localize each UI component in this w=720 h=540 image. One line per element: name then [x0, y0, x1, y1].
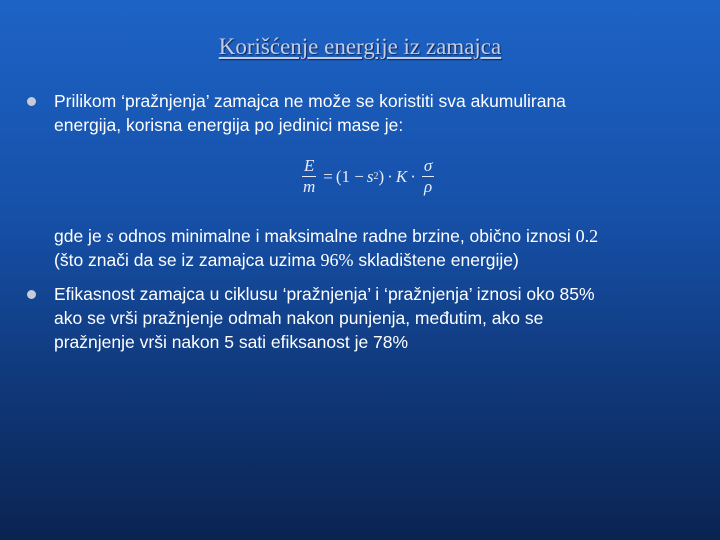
explanation-text: [54, 224, 694, 272]
formula-paren-open: (1 −: [335, 166, 364, 186]
formula-lhs-numerator: E: [303, 156, 315, 175]
bullet-2-line-3: pražnjenje vrši nakon 5 sati efiksanost je 78%: [54, 332, 409, 352]
explanation-prefix: gde je: [54, 226, 107, 246]
bullet-1-line-2: energija, korisna energija po jedinici mase je:: [54, 115, 404, 135]
formula-s: s: [366, 166, 374, 186]
formula-dot-2: ·: [410, 166, 416, 186]
formula-lhs-fraction: [301, 156, 317, 197]
formula-equals: =: [323, 166, 333, 186]
bullet-dot-icon: [27, 290, 36, 299]
formula-paren-close: ): [378, 166, 385, 186]
formula-k: K: [395, 166, 408, 186]
explanation-middle: odnos minimalne i maksimalne radne brzine, obično iznosi: [113, 226, 576, 246]
energy-formula: [298, 156, 437, 197]
formula-rhs-fraction: [422, 156, 434, 197]
bullet-2-line-2: ako se vrši pražnjenje odmah nakon punjenja, međutim, ako se: [54, 308, 544, 328]
explanation-suffix: skladištene energije): [353, 250, 519, 270]
bullet-dot-icon: [27, 97, 36, 106]
bullet-2-text: [54, 282, 694, 354]
formula-rhs-numerator: σ: [423, 156, 433, 175]
explanation-line-2: [54, 248, 694, 272]
bullet-1-line-1: Prilikom ‘pražnjenja’ zamajca ne može se koristiti sva akumulirana: [54, 91, 566, 111]
bullet-2-line-1: Efikasnost zamajca u ciklusu ‘pražnjenja’ i ‘pražnjenja’ iznosi oko 85%: [54, 284, 595, 304]
explanation-percent: 96%: [320, 250, 354, 270]
explanation-line2-prefix: (što znači da se iz zamajca uzima: [54, 250, 321, 270]
formula-lhs-denominator: m: [303, 177, 316, 196]
explanation-variable: s: [106, 226, 114, 246]
bullet-1-text: [54, 89, 694, 137]
formula-exponent: 2: [373, 171, 379, 182]
slide-title: Korišćenje energije iz zamajca: [218, 34, 502, 59]
explanation-value: 0.2: [575, 226, 599, 246]
formula-dot-1: ·: [387, 166, 393, 186]
explanation-line-1: [54, 224, 694, 248]
formula-rhs-denominator: ρ: [423, 177, 433, 196]
